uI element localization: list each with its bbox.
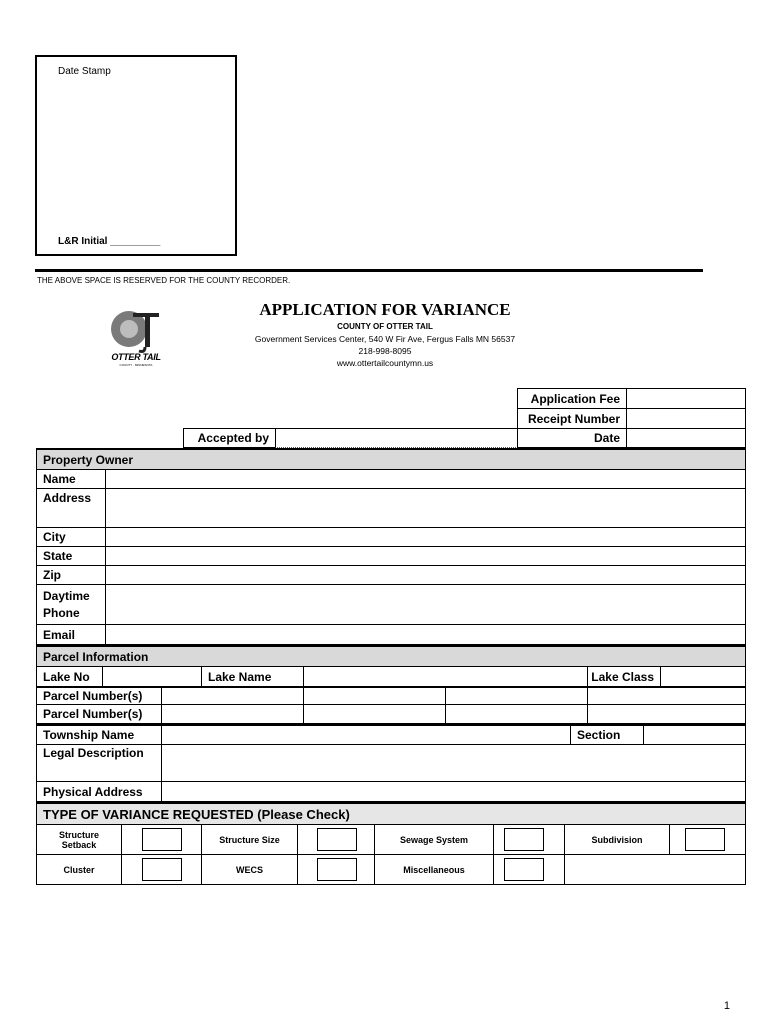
county-phone: 218-998-8095 — [358, 346, 412, 356]
city-field[interactable] — [105, 527, 746, 547]
lake-class-field[interactable] — [660, 666, 746, 687]
application-fee-field[interactable] — [626, 388, 746, 409]
parcel-number-label-2: Parcel Number(s) — [36, 704, 162, 724]
parcel-number-field-5[interactable] — [161, 704, 304, 724]
wecs-checkbox[interactable] — [317, 858, 357, 881]
parcel-number-field-8[interactable] — [587, 704, 746, 724]
email-field[interactable] — [105, 624, 746, 645]
parcel-number-field-4[interactable] — [587, 686, 746, 705]
accepted-by-label: Accepted by — [183, 428, 276, 448]
date-field[interactable] — [626, 428, 746, 448]
accepted-by-field[interactable] — [275, 428, 518, 448]
variance-option-wecs: WECS — [201, 854, 298, 885]
phone-label-line: Phone — [43, 606, 80, 620]
name-label: Name — [36, 469, 106, 489]
variance-option-sewage-system: Sewage System — [374, 824, 494, 855]
date-label: Date — [517, 428, 627, 448]
name-field[interactable] — [105, 469, 746, 489]
email-label: Email — [36, 624, 106, 645]
daytime-label-line: Daytime — [43, 589, 90, 603]
structure-setback-checkbox[interactable] — [142, 828, 182, 851]
date-stamp-box — [35, 55, 237, 256]
lake-no-label: Lake No — [36, 666, 103, 687]
parcel-number-field-2[interactable] — [303, 686, 446, 705]
state-label: State — [36, 546, 106, 566]
application-fee-label: Application Fee — [517, 388, 627, 409]
county-name: COUNTY OF OTTER TAIL — [337, 322, 433, 331]
reserved-note: THE ABOVE SPACE IS RESERVED FOR THE COUNTY RECORDER. — [37, 276, 291, 285]
variance-type-header: TYPE OF VARIANCE REQUESTED (Please Check) — [36, 802, 746, 825]
state-field[interactable] — [105, 546, 746, 566]
cluster-checkbox[interactable] — [142, 858, 182, 881]
page-number: 1 — [723, 1000, 730, 1012]
parcel-number-field-3[interactable] — [445, 686, 588, 705]
parcel-number-field-1[interactable] — [161, 686, 304, 705]
daytime-phone-field[interactable] — [105, 584, 746, 625]
date-stamp-label: Date Stamp — [58, 66, 111, 77]
lake-name-label: Lake Name — [201, 666, 304, 687]
lake-no-field[interactable] — [102, 666, 202, 687]
variance-option-structure-size: Structure Size — [201, 824, 298, 855]
miscellaneous-checkbox[interactable] — [504, 858, 544, 881]
parcel-number-field-6[interactable] — [303, 704, 446, 724]
otter-tail-logo — [105, 305, 167, 369]
legal-description-label: Legal Description — [36, 744, 162, 782]
daytime-phone-label — [36, 584, 106, 625]
structure-size-cell — [297, 824, 375, 855]
structure-size-checkbox[interactable] — [317, 828, 357, 851]
zip-field[interactable] — [105, 565, 746, 585]
address-label: Address — [36, 488, 106, 528]
cluster-cell — [121, 854, 202, 885]
lake-class-label: Lake Class — [587, 666, 661, 687]
miscellaneous-cell — [493, 854, 565, 885]
physical-address-label: Physical Address — [36, 781, 162, 802]
county-website: www.ottertailcountymn.us — [336, 358, 434, 368]
section-field[interactable] — [643, 724, 746, 745]
structure-setback-cell — [121, 824, 202, 855]
lr-initial-label: L&R Initial _________ — [58, 236, 161, 247]
property-owner-header: Property Owner — [36, 448, 746, 470]
recorder-divider — [35, 269, 703, 272]
address-field[interactable] — [105, 488, 746, 528]
variance-option-structure-setback: Structure Setback — [36, 824, 122, 855]
lake-name-field[interactable] — [303, 666, 588, 687]
page-title: APPLICATION FOR VARIANCE — [259, 300, 511, 319]
variance-empty-cell — [564, 854, 746, 885]
variance-option-cluster: Cluster — [36, 854, 122, 885]
variance-option-miscellaneous: Miscellaneous — [374, 854, 494, 885]
sewage-system-checkbox[interactable] — [504, 828, 544, 851]
subdivision-cell — [669, 824, 746, 855]
subdivision-checkbox[interactable] — [685, 828, 725, 851]
township-name-label: Township Name — [36, 724, 162, 745]
zip-label: Zip — [36, 565, 106, 585]
wecs-cell — [297, 854, 375, 885]
parcel-information-header: Parcel Information — [36, 645, 746, 667]
sewage-system-cell — [493, 824, 565, 855]
county-address: Government Services Center, 540 W Fir Ave, Fergus Falls MN 56537 — [254, 334, 516, 344]
variance-option-subdivision: Subdivision — [564, 824, 670, 855]
city-label: City — [36, 527, 106, 547]
parcel-number-field-7[interactable] — [445, 704, 588, 724]
physical-address-field[interactable] — [161, 781, 746, 802]
section-label: Section — [570, 724, 644, 745]
receipt-number-field[interactable] — [626, 408, 746, 429]
receipt-number-label: Receipt Number — [517, 408, 627, 429]
parcel-number-label-1: Parcel Number(s) — [36, 686, 162, 705]
legal-description-field[interactable] — [161, 744, 746, 782]
logo-text: OTTER TAIL — [111, 352, 161, 362]
township-name-field[interactable] — [161, 724, 571, 745]
logo-subtext: COUNTY · MINNESOTA — [119, 363, 153, 367]
